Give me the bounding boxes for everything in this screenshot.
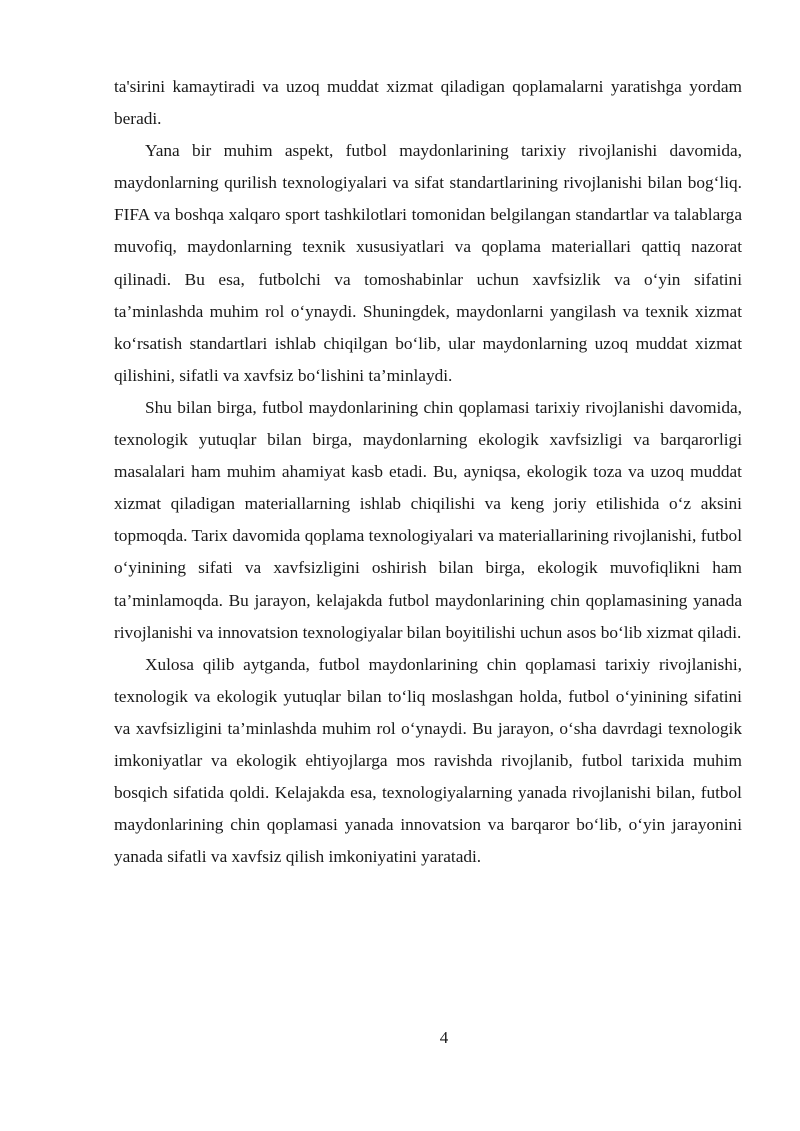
page-number: 4: [439, 1028, 449, 1047]
paragraph-conclusion: Xulosa qilib aytganda, futbol maydonlarining chin qoplamasi tarixiy rivojlanishi, texnologik va ekologik yutuqlar bilan to‘liq moslashgan holda, futbol o‘yinining sifatini va xavfsizligini ta’minlashda muhim rol o‘ynaydi. Bu jarayon, o‘sha davrdagi texnologik imkoniyatlar va ekologik ehtiyojlarga mos ravishda rivojlanib, futbol tarixida muhim bosqich sifatida qoldi. Kelajakda esa, texnologiyalarning yanada rivojlanishi bilan, futbol maydonlarining chin qoplamasi yanada innovatsion va barqaror bo‘lib, o‘yin jarayonini yanada sifatli va xavfsiz qilish imkoniyatini yaratadi.: [114, 654, 742, 867]
paragraph-standards: Yana bir muhim aspekt, futbol maydonlarining tarixiy rivojlanishi davomida, maydonlarning qurilish texnologiyalari va sifat standartlarining rivojlanishi bilan bog‘liq. FIFA va boshqa xalqaro sport tashkilotlari tomonidan belgilangan standartlar va talablarga muvofiq, maydonlarning texnik xususiyatlari va qoplama materiallari qattiq nazorat qilinadi. Bu esa, futbolchi va tomoshabinlar uchun xavfsizlik va o‘yin sifatini ta’minlashda muhim rol o‘ynaydi. Shuningdek, maydonlarni yangilash va texnik xizmat ko‘rsatish standartlari ishlab chiqilgan bo‘lib, ular maydonlarning uzoq muddat xizmat qilishini, sifatli va xavfsiz bo‘lishini ta’minlaydi.: [114, 141, 742, 385]
document-body: [114, 71, 742, 873]
paragraph-ecology: Shu bilan birga, futbol maydonlarining chin qoplamasi tarixiy rivojlanishi davomida, texnologik yutuqlar bilan birga, maydonlarning ekologik xavfsizligi va barqarorligi masalalari ham muhim ahamiyat kasb etadi. Bu, ayniqsa, ekologik toza va uzoq muddat xizmat qiladigan materiallarning ishlab chiqilishi va keng joriy etilishida o‘z aksini topmoqda. Tarix davomida qoplama texnologiyalari va materiallarining rivojlanishi, futbol o‘yinining sifati va xavfsizligini oshirish bilan birga, ekologik muvofiqlikni ham ta’minlamoqda. Bu jarayon, kelajakda futbol maydonlarining chin qoplamasining yanada rivojlanishi va innovatsion texnologiyalar bilan boyitilishi uchun asos bo‘lib xizmat qiladi.: [114, 397, 742, 642]
paragraph-continuation: ta'sirini kamaytiradi va uzoq muddat xizmat qiladigan qoplamalarni yaratishga yordam beradi.: [114, 77, 742, 129]
